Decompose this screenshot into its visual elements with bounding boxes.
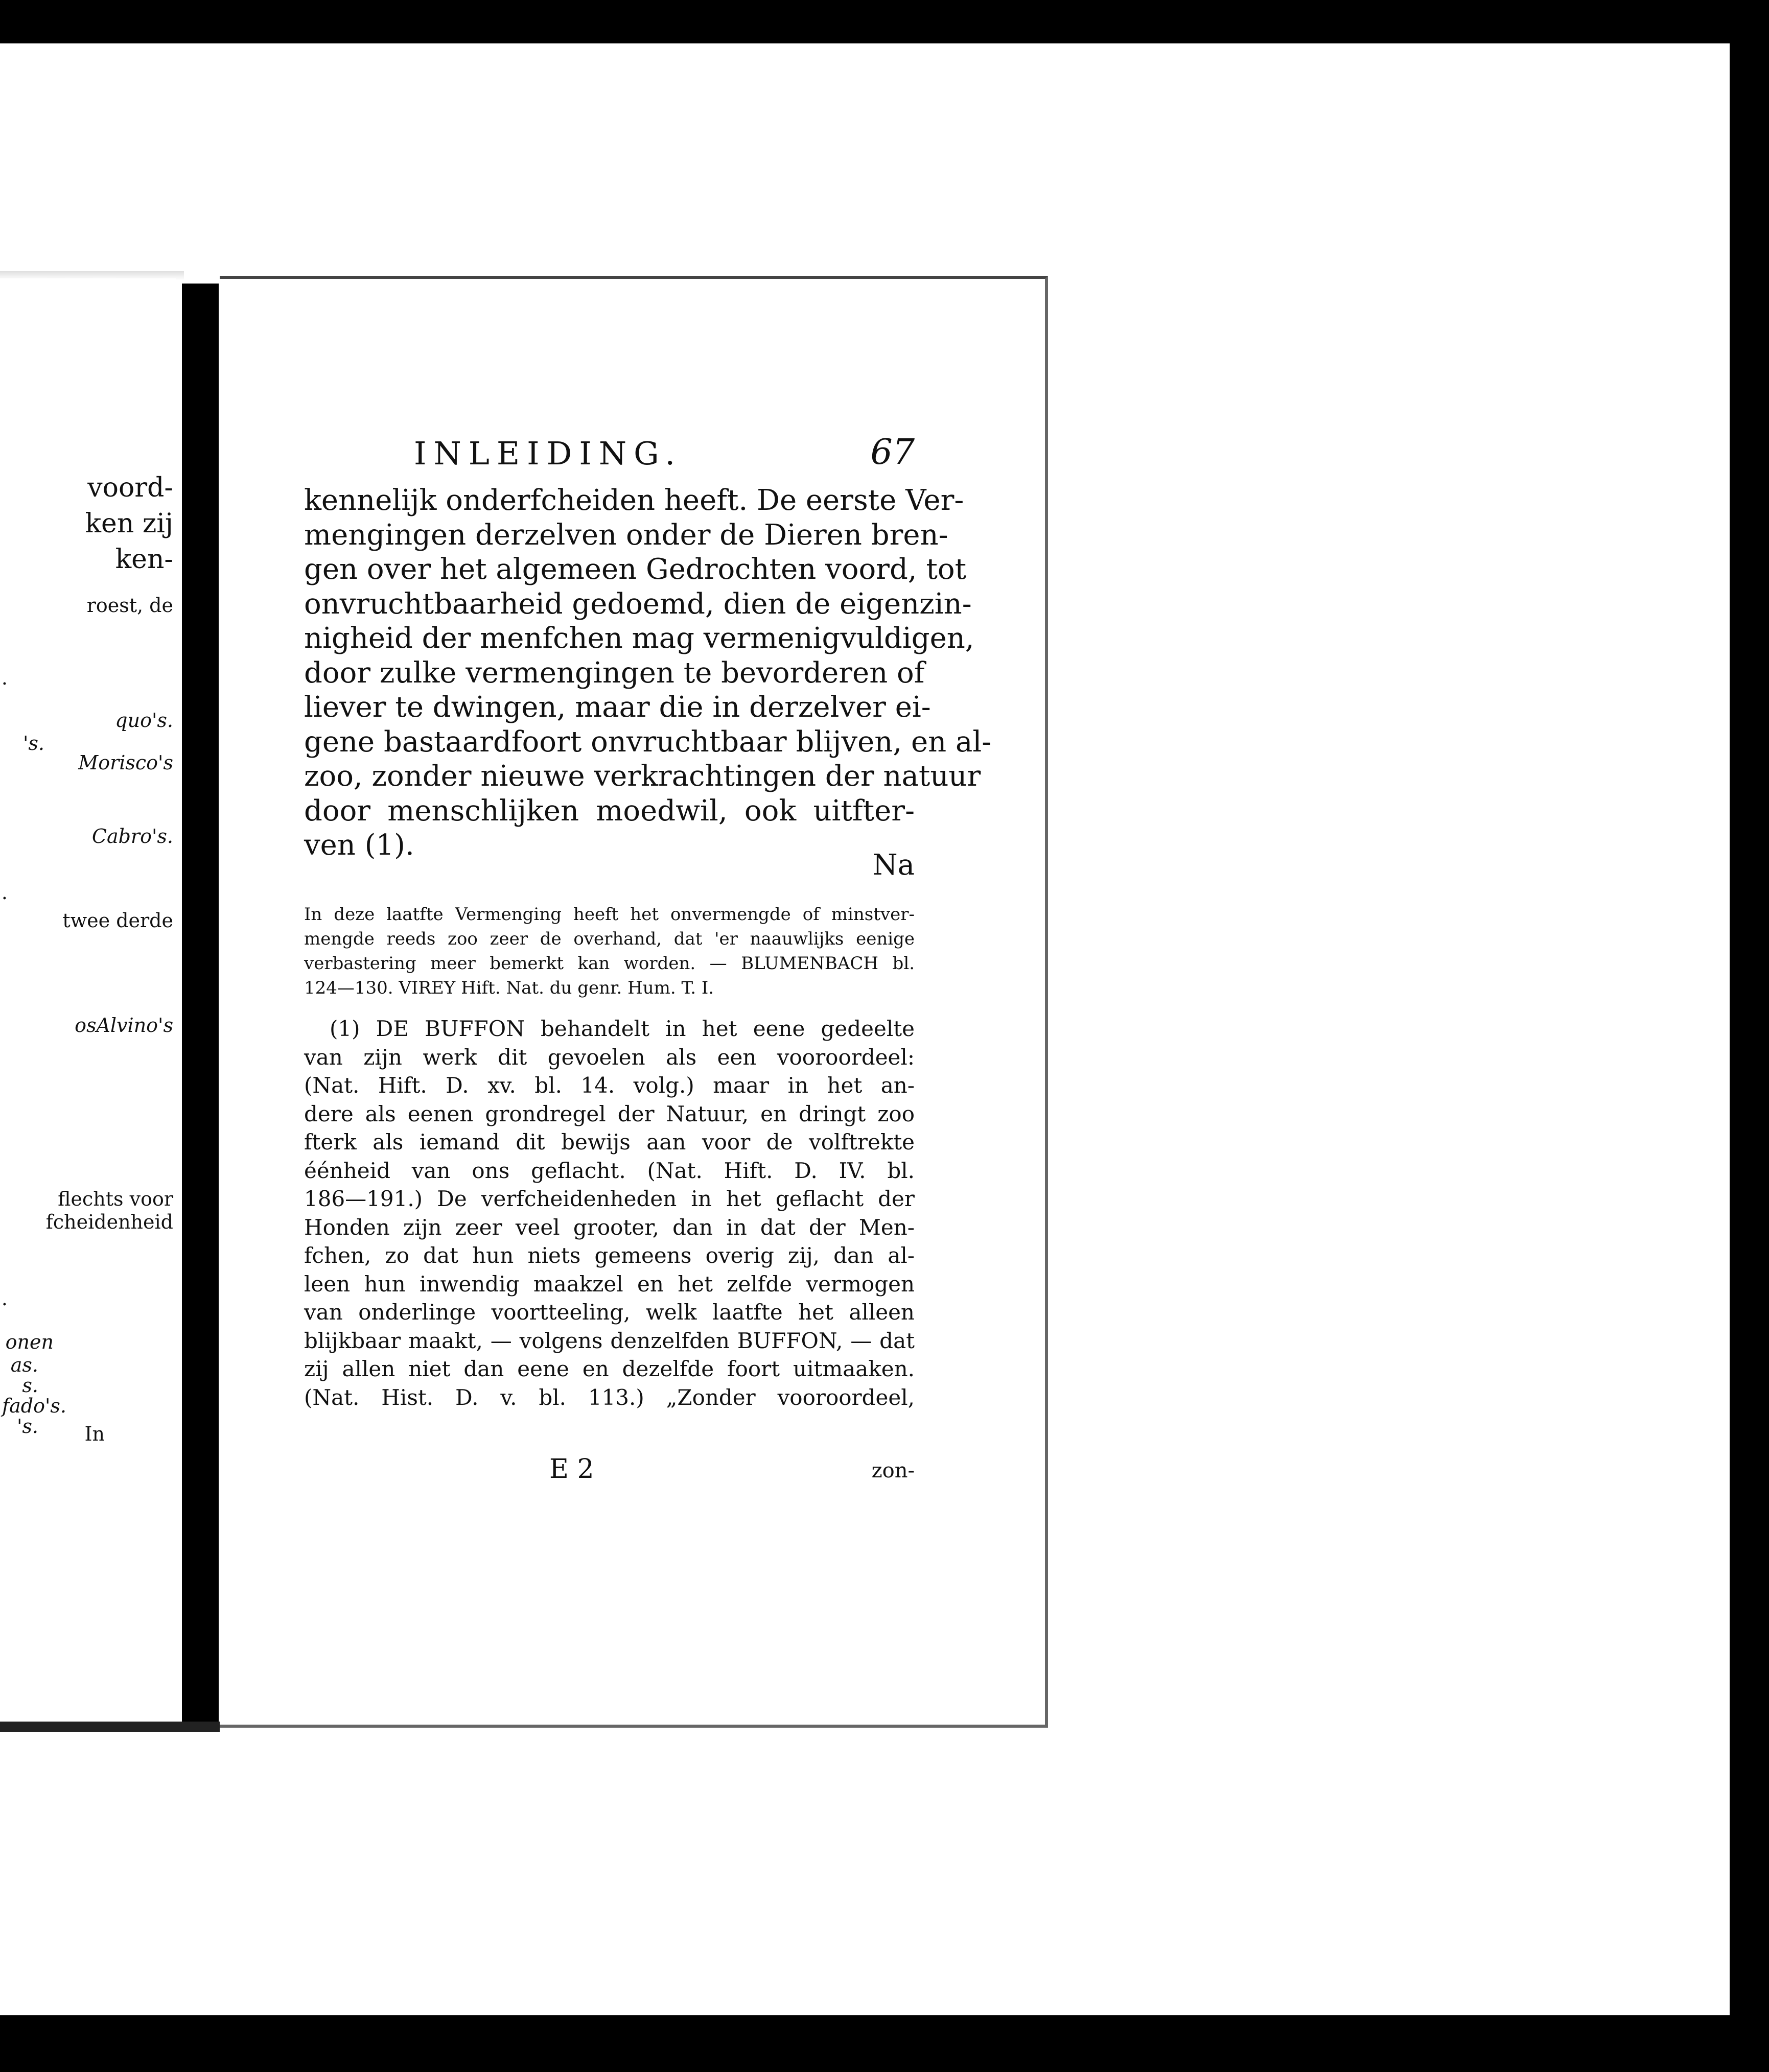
footnote-line: (1) DE BUFFON behandelt in het eene gedeelte <box>330 1016 915 1041</box>
footnote-line: 186—191.) De verfcheidenheden in het geflacht der <box>304 1186 915 1211</box>
catchword: Na <box>872 849 915 882</box>
left-page-line: ken- <box>115 544 173 575</box>
left-page-line: quo's. <box>115 709 173 732</box>
footnote-catchword: zon- <box>871 1459 915 1482</box>
footnote-line: (Nat. Hift. D. xv. bl. 14. volg.) maar in het an- <box>304 1073 915 1098</box>
footnote-line: dere als eenen grondregel der Natuur, en dringt zoo <box>304 1101 915 1126</box>
left-page-line: osAlvino's <box>75 1014 173 1037</box>
body-line: zoo, zonder nieuwe verkrachtingen der natuur <box>304 760 981 793</box>
footnote-line: zij allen niet dan eene en dezelfde foort uitmaaken. <box>304 1356 915 1381</box>
footnote-line: 124—130. VIREY Hift. Nat. du genr. Hum. T. I. <box>304 978 714 998</box>
footnote-line: (Nat. Hist. D. v. bl. 113.) „Zonder vooroordeel, <box>304 1384 915 1410</box>
left-page-line: fado's. <box>2 1395 66 1417</box>
body-line: nigheid der menfchen mag vermenigvuldigen, <box>304 622 974 655</box>
page-number: 67 <box>870 432 915 473</box>
body-line: mengingen derzelven onder de Dieren bren- <box>304 518 948 552</box>
left-page-line: Cabro's. <box>91 825 173 847</box>
left-page-line: twee derde <box>62 909 173 932</box>
left-page <box>0 278 176 1724</box>
footnote-line: éénheid van ons geflacht. (Nat. Hift. D. IV. bl. <box>304 1158 915 1183</box>
footnote-line: leen hun inwendig maakzel en het zelfde vermogen <box>304 1271 915 1297</box>
body-line: gene bastaardfoort onvruchtbaar blijven, en al- <box>304 725 992 759</box>
left-page-line: flechts voor <box>58 1188 173 1210</box>
footnote-continued <box>304 902 915 1000</box>
left-page-line: as. <box>10 1354 38 1376</box>
left-page-line: voord- <box>87 473 173 503</box>
left-page-line: fcheidenheid <box>45 1211 173 1233</box>
scanner-right-edge <box>1730 38 1769 2072</box>
body-line: door zulke vermengingen te bevorderen of <box>304 656 925 690</box>
footnote-1 <box>304 1015 915 1411</box>
left-page-bottom-edge <box>0 1722 220 1732</box>
main-body-text <box>304 483 992 863</box>
signature-line <box>304 1454 915 1485</box>
footnote-line: In deze laatfte Vermenging heeft het onvermengde of minstver- <box>304 904 915 925</box>
body-line: door menschlijken moedwil, ook uitfter- <box>304 794 915 828</box>
left-page-line: s. <box>22 1374 38 1397</box>
footnote-line: van zijn werk dit gevoelen als een vooroordeel: <box>304 1044 915 1070</box>
footnote-line: verbastering meer bemerkt kan worden. — BLUMENBACH bl. <box>304 953 915 974</box>
body-line: liever te dwingen, maar die in derzelver ei- <box>304 691 931 724</box>
left-page-line: . <box>1 881 8 904</box>
left-page-line: . <box>1 667 8 689</box>
left-page-line: ken zij <box>85 508 173 539</box>
left-page-line: roest, de <box>86 594 173 617</box>
left-page-line: onen <box>5 1331 54 1353</box>
left-page-line: 's. <box>22 732 44 755</box>
body-line: ven (1). <box>304 829 414 862</box>
body-line: kennelijk onderfcheiden heeft. De eerste Ver- <box>304 484 964 517</box>
scanner-bottom-band <box>0 2015 1769 2072</box>
footnote-line: mengde reeds zoo zeer de overhand, dat 'er naauwlijks eenige <box>304 929 915 949</box>
left-page-line: In <box>84 1423 105 1445</box>
footnote-line: fterk als iemand dit bewijs aan voor de volftrekte <box>304 1129 915 1155</box>
signature-mark: E 2 <box>549 1454 594 1485</box>
left-page-line: Morisco's <box>78 751 173 774</box>
footnote-line: van onderlinge voortteeling, welk laatfte het alleen <box>304 1300 915 1325</box>
footnote-line: blijkbaar maakt, — volgens denzelfden BUFFON, — dat <box>304 1328 915 1353</box>
running-head <box>304 432 915 478</box>
right-page <box>220 276 1048 1728</box>
left-page-line: . <box>1 1287 8 1310</box>
body-line: onvruchtbaarheid gedoemd, dien de eigenzin- <box>304 587 972 621</box>
footnote-line: Honden zijn zeer veel grooter, dan in dat der Men- <box>304 1214 915 1240</box>
body-line: gen over het algemeen Gedrochten voord, tot <box>304 553 967 586</box>
running-title: INLEIDING. <box>414 435 683 472</box>
left-page-line: 's. <box>16 1415 38 1438</box>
footnote-line: fchen, zo dat hun niets gemeens overig zij, dan al- <box>304 1243 915 1268</box>
book-spine <box>182 284 219 1724</box>
